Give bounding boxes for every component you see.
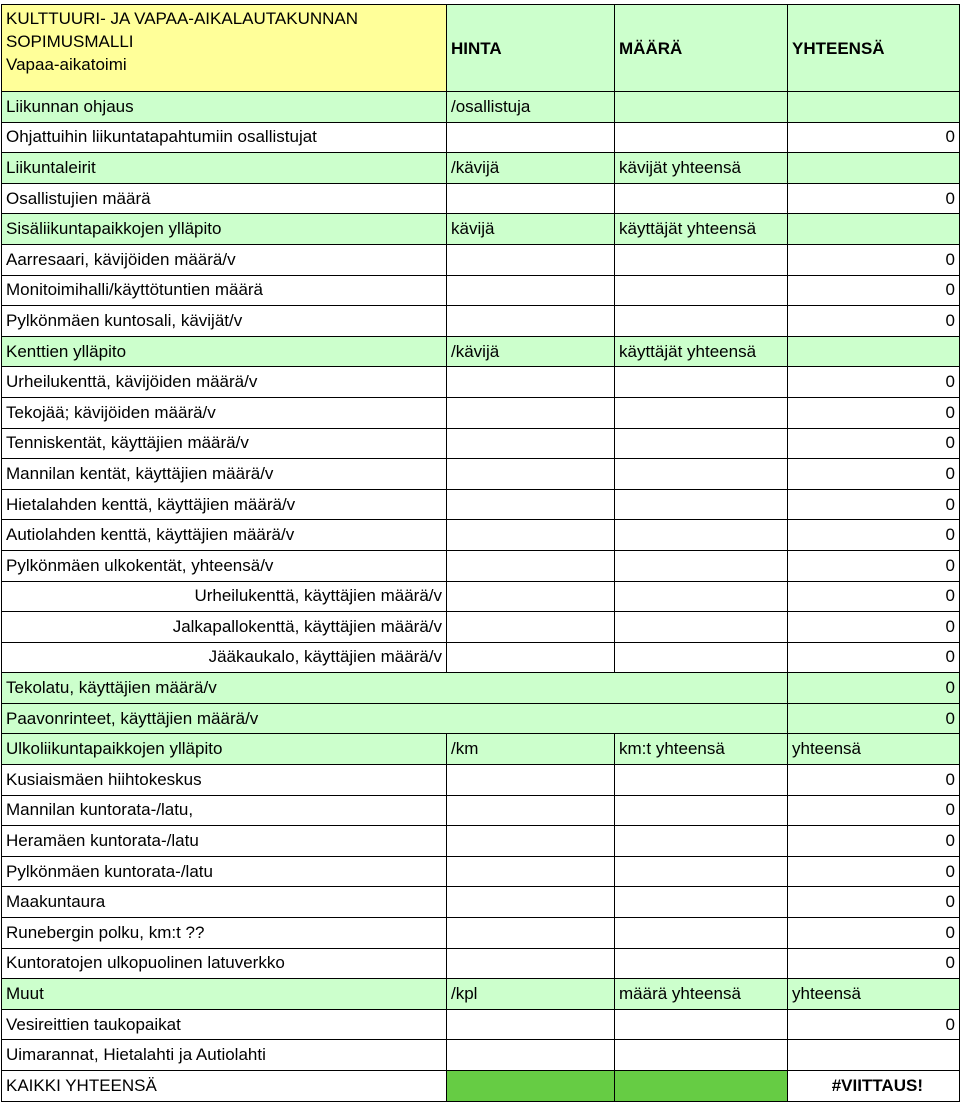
- row-label-cell[interactable]: Mannilan kuntorata-/latu,: [2, 795, 447, 826]
- row-price-cell[interactable]: [447, 612, 615, 643]
- row-label-cell[interactable]: Tekolatu, käyttäjien määrä/v: [2, 673, 788, 704]
- row-label-cell[interactable]: Pylkönmäen kuntosali, kävijät/v: [2, 306, 447, 337]
- table-row: [2, 642, 960, 673]
- grand-total-amount-cell[interactable]: [615, 1071, 788, 1102]
- row-amount-cell[interactable]: [615, 948, 788, 979]
- row-amount-cell[interactable]: [615, 581, 788, 612]
- row-price-cell[interactable]: /osallistuja: [447, 92, 615, 123]
- table-row: [2, 948, 960, 979]
- row-total-cell[interactable]: 0: [788, 826, 960, 857]
- row-price-cell[interactable]: [447, 1040, 615, 1071]
- grand-total-label[interactable]: KAIKKI YHTEENSÄ: [2, 1071, 447, 1102]
- row-amount-cell[interactable]: [615, 397, 788, 428]
- title-line-3: Vapaa-aikatoimi: [6, 55, 127, 74]
- title-line-1: KULTTUURI- JA VAPAA-AIKALAUTAKUNNAN: [6, 9, 359, 28]
- row-label-cell[interactable]: Sisäliikuntapaikkojen ylläpito: [2, 214, 447, 245]
- row-amount-cell[interactable]: [615, 612, 788, 643]
- row-amount-cell[interactable]: [615, 1009, 788, 1040]
- row-label-cell[interactable]: Autiolahden kenttä, käyttäjien määrä/v: [2, 520, 447, 551]
- table-row: [2, 918, 960, 949]
- row-price-cell[interactable]: [447, 122, 615, 153]
- row-total-cell[interactable]: 0: [788, 1009, 960, 1040]
- table-row: [2, 795, 960, 826]
- row-amount-cell[interactable]: [615, 795, 788, 826]
- row-total-cell[interactable]: 0: [788, 489, 960, 520]
- row-total-cell[interactable]: 0: [788, 673, 960, 704]
- row-label-cell[interactable]: Jalkapallokenttä, käyttäjien määrä/v: [2, 612, 447, 643]
- row-amount-cell[interactable]: [615, 826, 788, 857]
- row-label-cell[interactable]: Ulkoliikuntapaikkojen ylläpito: [2, 734, 447, 765]
- amount-column-header[interactable]: [615, 5, 788, 92]
- row-price-cell[interactable]: [447, 428, 615, 459]
- table-row: [2, 673, 960, 704]
- row-total-cell[interactable]: [788, 1040, 960, 1071]
- row-total-cell[interactable]: 0: [788, 306, 960, 337]
- row-price-cell[interactable]: [447, 642, 615, 673]
- row-total-cell[interactable]: yhteensä: [788, 979, 960, 1010]
- row-price-cell[interactable]: [447, 520, 615, 551]
- row-label-cell[interactable]: Tenniskentät, käyttäjien määrä/v: [2, 428, 447, 459]
- row-price-cell[interactable]: [447, 826, 615, 857]
- row-price-cell[interactable]: [447, 306, 615, 337]
- total-column-header[interactable]: [788, 5, 960, 92]
- row-label-cell[interactable]: Mannilan kentät, käyttäjien määrä/v: [2, 459, 447, 490]
- row-label-cell[interactable]: Osallistujien määrä: [2, 183, 447, 214]
- table-row: [2, 428, 960, 459]
- row-amount-cell[interactable]: kävijät yhteensä: [615, 153, 788, 184]
- row-total-cell[interactable]: 0: [788, 275, 960, 306]
- table-row: [2, 183, 960, 214]
- row-total-cell[interactable]: [788, 153, 960, 184]
- row-total-cell[interactable]: 0: [788, 612, 960, 643]
- grand-total-value[interactable]: #VIITTAUS!: [788, 1071, 960, 1102]
- row-total-cell[interactable]: 0: [788, 948, 960, 979]
- row-amount-cell[interactable]: [615, 244, 788, 275]
- table-row: [2, 979, 960, 1010]
- row-price-cell[interactable]: [447, 397, 615, 428]
- table-row: [2, 244, 960, 275]
- row-label-cell[interactable]: Uimarannat, Hietalahti ja Autiolahti: [2, 1040, 447, 1071]
- row-total-cell[interactable]: 0: [788, 459, 960, 490]
- row-total-cell[interactable]: [788, 92, 960, 123]
- row-amount-cell[interactable]: [615, 489, 788, 520]
- table-row: [2, 520, 960, 551]
- row-amount-cell[interactable]: [615, 459, 788, 490]
- row-label-cell[interactable]: Kuntoratojen ulkopuolinen latuverkko: [2, 948, 447, 979]
- row-total-cell[interactable]: yhteensä: [788, 734, 960, 765]
- table-row: [2, 336, 960, 367]
- row-label-cell[interactable]: Pylkönmäen kuntorata-/latu: [2, 856, 447, 887]
- row-amount-cell[interactable]: [615, 183, 788, 214]
- row-amount-cell[interactable]: [615, 520, 788, 551]
- row-price-cell[interactable]: /kävijä: [447, 153, 615, 184]
- row-total-cell[interactable]: 0: [788, 918, 960, 949]
- row-total-cell[interactable]: 0: [788, 428, 960, 459]
- row-label-cell[interactable]: Liikunnan ohjaus: [2, 92, 447, 123]
- row-amount-cell[interactable]: [615, 642, 788, 673]
- row-price-cell[interactable]: [447, 795, 615, 826]
- row-price-cell[interactable]: /kpl: [447, 979, 615, 1010]
- price-header-label: HINTA: [451, 38, 502, 58]
- row-total-cell[interactable]: 0: [788, 397, 960, 428]
- row-label-cell[interactable]: Tekojää; kävijöiden määrä/v: [2, 397, 447, 428]
- table-row: [2, 367, 960, 398]
- table-row: [2, 1009, 960, 1040]
- row-total-cell[interactable]: 0: [788, 122, 960, 153]
- row-amount-cell[interactable]: [615, 550, 788, 581]
- row-price-cell[interactable]: kävijä: [447, 214, 615, 245]
- row-amount-cell[interactable]: [615, 918, 788, 949]
- row-price-cell[interactable]: [447, 918, 615, 949]
- row-total-cell[interactable]: 0: [788, 550, 960, 581]
- row-label-cell[interactable]: Heramäen kuntorata-/latu: [2, 826, 447, 857]
- row-price-cell[interactable]: [447, 581, 615, 612]
- row-amount-cell[interactable]: [615, 275, 788, 306]
- row-label-cell[interactable]: Aarresaari, kävijöiden määrä/v: [2, 244, 447, 275]
- row-amount-cell[interactable]: [615, 856, 788, 887]
- row-total-cell[interactable]: 0: [788, 856, 960, 887]
- row-amount-cell[interactable]: [615, 92, 788, 123]
- contract-spreadsheet: [1, 4, 960, 1102]
- row-total-cell[interactable]: 0: [788, 887, 960, 918]
- row-price-cell[interactable]: /km: [447, 734, 615, 765]
- row-total-cell[interactable]: [788, 214, 960, 245]
- row-price-cell[interactable]: [447, 183, 615, 214]
- row-price-cell[interactable]: [447, 550, 615, 581]
- row-amount-cell[interactable]: käyttäjät yhteensä: [615, 336, 788, 367]
- row-amount-cell[interactable]: käyttäjät yhteensä: [615, 214, 788, 245]
- price-column-header[interactable]: [447, 5, 615, 92]
- row-price-cell[interactable]: [447, 459, 615, 490]
- table-row: [2, 122, 960, 153]
- row-total-cell[interactable]: [788, 336, 960, 367]
- row-label-cell[interactable]: Urheilukenttä, käyttäjien määrä/v: [2, 581, 447, 612]
- table-row: [2, 734, 960, 765]
- row-price-cell[interactable]: [447, 244, 615, 275]
- title-cell[interactable]: [2, 5, 447, 92]
- table-row: [2, 489, 960, 520]
- row-total-cell[interactable]: 0: [788, 642, 960, 673]
- row-price-cell[interactable]: [447, 489, 615, 520]
- row-label-cell[interactable]: Liikuntaleirit: [2, 153, 447, 184]
- row-amount-cell[interactable]: [615, 1040, 788, 1071]
- row-label-cell[interactable]: Muut: [2, 979, 447, 1010]
- row-total-cell[interactable]: 0: [788, 520, 960, 551]
- amount-header-label: MÄÄRÄ: [619, 38, 683, 58]
- row-price-cell[interactable]: [447, 856, 615, 887]
- row-label-cell[interactable]: Ohjattuihin liikuntatapahtumiin osallistujat: [2, 122, 447, 153]
- row-price-cell[interactable]: /kävijä: [447, 336, 615, 367]
- row-price-cell[interactable]: [447, 275, 615, 306]
- row-amount-cell[interactable]: [615, 367, 788, 398]
- row-price-cell[interactable]: [447, 367, 615, 398]
- row-price-cell[interactable]: [447, 1009, 615, 1040]
- row-label-cell[interactable]: Pylkönmäen ulkokentät, yhteensä/v: [2, 550, 447, 581]
- row-total-cell[interactable]: 0: [788, 183, 960, 214]
- row-total-cell[interactable]: 0: [788, 581, 960, 612]
- row-total-cell[interactable]: 0: [788, 244, 960, 275]
- row-label-cell[interactable]: Kusiaismäen hiihtokeskus: [2, 765, 447, 796]
- row-label-cell[interactable]: Urheilukenttä, kävijöiden määrä/v: [2, 367, 447, 398]
- table-row: [2, 1040, 960, 1071]
- total-header-label: YHTEENSÄ: [792, 38, 885, 58]
- table-row: [2, 214, 960, 245]
- table-row: [2, 826, 960, 857]
- row-total-cell[interactable]: 0: [788, 765, 960, 796]
- title-line-2: SOPIMUSMALLI: [6, 32, 134, 51]
- row-amount-cell[interactable]: [615, 887, 788, 918]
- grand-total-row: [2, 1071, 960, 1102]
- row-total-cell[interactable]: 0: [788, 703, 960, 734]
- table-row: [2, 887, 960, 918]
- row-amount-cell[interactable]: määrä yhteensä: [615, 979, 788, 1010]
- row-amount-cell[interactable]: km:t yhteensä: [615, 734, 788, 765]
- table-row: [2, 306, 960, 337]
- table-row: [2, 612, 960, 643]
- row-total-cell[interactable]: 0: [788, 795, 960, 826]
- row-total-cell[interactable]: 0: [788, 367, 960, 398]
- row-label-cell[interactable]: Vesireittien taukopaikat: [2, 1009, 447, 1040]
- row-label-cell[interactable]: Monitoimihalli/käyttötuntien määrä: [2, 275, 447, 306]
- table-row: [2, 459, 960, 490]
- row-label-cell[interactable]: Kenttien ylläpito: [2, 336, 447, 367]
- row-amount-cell[interactable]: [615, 765, 788, 796]
- row-price-cell[interactable]: [447, 948, 615, 979]
- row-amount-cell[interactable]: [615, 428, 788, 459]
- table-row: [2, 275, 960, 306]
- row-label-cell[interactable]: Hietalahden kenttä, käyttäjien määrä/v: [2, 489, 447, 520]
- table-row: [2, 856, 960, 887]
- table-row: [2, 397, 960, 428]
- table-row: [2, 153, 960, 184]
- row-label-cell[interactable]: Paavonrinteet, käyttäjien määrä/v: [2, 703, 788, 734]
- grand-total-price-cell[interactable]: [447, 1071, 615, 1102]
- row-label-cell[interactable]: Maakuntaura: [2, 887, 447, 918]
- row-amount-cell[interactable]: [615, 306, 788, 337]
- header-row: [2, 5, 960, 92]
- table-row: [2, 765, 960, 796]
- row-price-cell[interactable]: [447, 765, 615, 796]
- row-label-cell[interactable]: Jääkaukalo, käyttäjien määrä/v: [2, 642, 447, 673]
- row-label-cell[interactable]: Runebergin polku, km:t ??: [2, 918, 447, 949]
- row-amount-cell[interactable]: [615, 122, 788, 153]
- table-row: [2, 581, 960, 612]
- table-row: [2, 550, 960, 581]
- table-row: [2, 92, 960, 123]
- table-row: [2, 703, 960, 734]
- row-price-cell[interactable]: [447, 887, 615, 918]
